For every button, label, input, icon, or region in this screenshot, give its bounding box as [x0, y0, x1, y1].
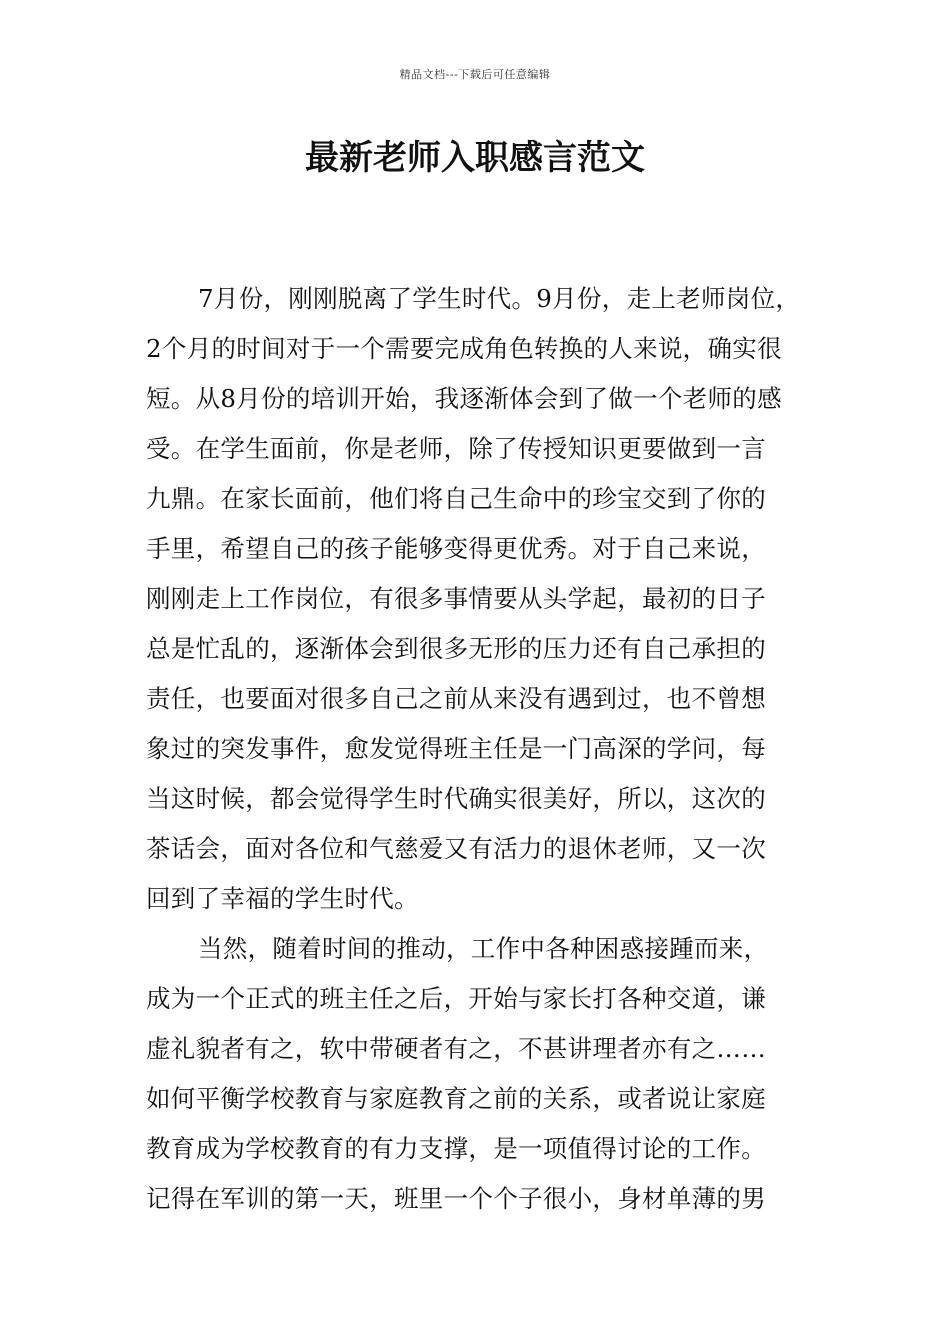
paragraph-1-line-13: 回到了幸福的学生时代。 [146, 884, 419, 913]
paragraph-1-line-10: 象过的突发事件，愈发觉得班主任是一门高深的学问，每 [146, 734, 766, 763]
paragraph-1-line-4: 受。在学生面前，你是老师，除了传授知识更要做到一言 [146, 434, 766, 463]
paragraph-1-line-11: 当这时候，都会觉得学生时代确实很美好，所以，这次的 [146, 784, 766, 813]
paragraph-2-line-6: 记得在军训的第一天，班里一个个子很小，身材单薄的男 [146, 1184, 766, 1213]
paragraph-1-line-8: 总是忙乱的，逐渐体会到很多无形的压力还有自己承担的 [146, 634, 766, 663]
paragraph-1-line-5: 九鼎。在家长面前，他们将自己生命中的珍宝交到了你的 [146, 484, 766, 513]
paragraph-1-line-1: 7月份，刚刚脱离了学生时代。9月份，走上老师岗位， [198, 284, 801, 313]
paragraph-2-line-4: 如何平衡学校教育与家庭教育之前的关系，或者说让家庭 [146, 1084, 766, 1113]
document-title: 最新老师入职感言范文 [305, 138, 645, 178]
paragraph-1-line-3: 短。从8月份的培训开始，我逐渐体会到了做一个老师的感 [146, 384, 782, 413]
document-body [146, 279, 816, 1229]
paragraph-2-line-3: 虚礼貌者有之，软中带硬者有之，不甚讲理者亦有之…… [146, 1034, 766, 1063]
paragraph-1-line-2: 2个月的时间对于一个需要完成角色转换的人来说，确实很 [146, 334, 782, 363]
paragraph-1-line-7: 刚刚走上工作岗位，有很多事情要从头学起，最初的日子 [146, 584, 766, 613]
paragraph-2-line-5: 教育成为学校教育的有力支撑，是一项值得讨论的工作。 [146, 1134, 766, 1163]
paragraph-2-line-1: 当然，随着时间的推动，工作中各种困惑接踵而来， [198, 934, 769, 963]
paragraph-1-line-6: 手里，希望自己的孩子能够变得更优秀。对于自己来说， [146, 534, 766, 563]
paragraph-2-line-2: 成为一个正式的班主任之后，开始与家长打各种交道，谦 [146, 984, 766, 1013]
paragraph-1-line-12: 茶话会，面对各位和气慈爱又有活力的退休老师，又一次 [146, 834, 766, 863]
paragraph-1-line-9: 责任，也要面对很多自己之前从来没有遇到过，也不曾想 [146, 684, 766, 713]
header-note: 精品文档---下载后可任意编辑 [399, 68, 551, 81]
